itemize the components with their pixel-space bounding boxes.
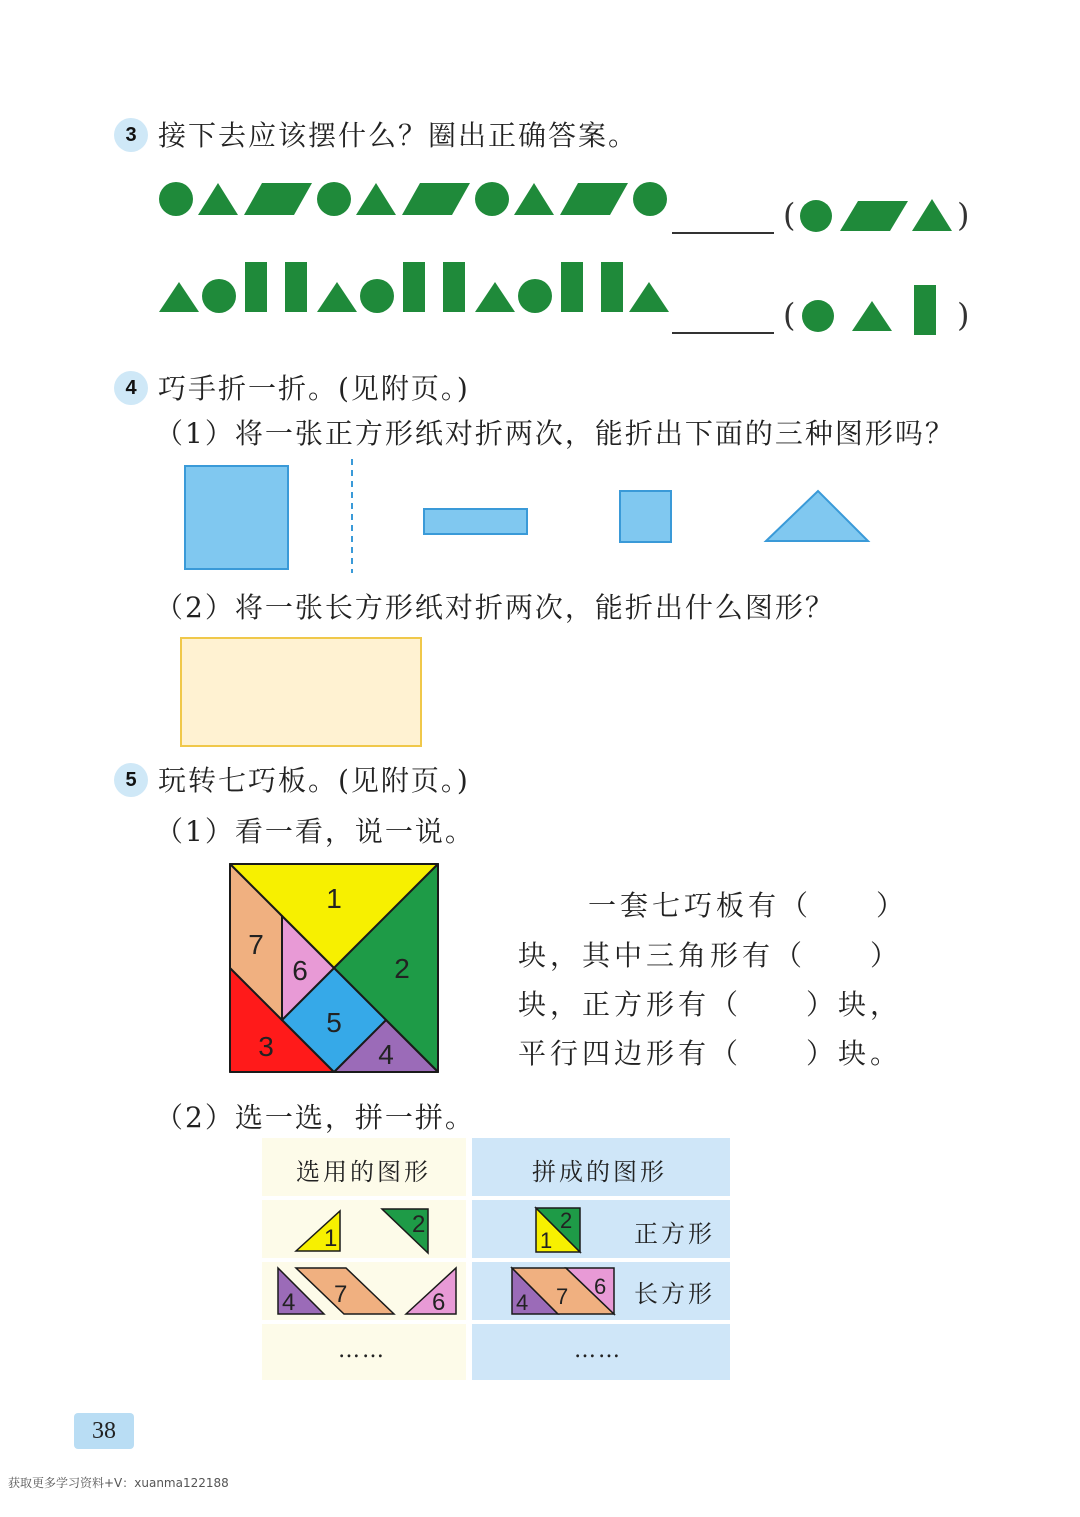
circle-shape <box>633 182 667 216</box>
tangram-label-3: 3 <box>258 1031 274 1062</box>
question-number-5: 5 <box>114 763 148 797</box>
tangram-table <box>262 1138 730 1380</box>
pattern-row-2 <box>155 258 675 318</box>
square-paper <box>185 466 288 569</box>
piece-6-small <box>406 1268 456 1314</box>
svg-text:2: 2 <box>560 1208 573 1233</box>
triangle-shape <box>198 183 238 215</box>
triangle-shape <box>475 282 515 312</box>
bar-shape <box>601 262 623 312</box>
circle-shape <box>360 279 394 313</box>
option-circle <box>800 200 832 232</box>
open-paren: ( <box>783 296 796 334</box>
tangram-question-line-1: 一套七巧板有（ ） <box>588 889 909 922</box>
parallelogram-shape <box>402 183 470 215</box>
bar-shape <box>443 262 465 312</box>
close-paren: ) <box>957 196 970 234</box>
svg-text:1: 1 <box>540 1228 553 1253</box>
piece-label-1: 1 <box>324 1225 338 1252</box>
tangram-question-line-3: 块，正方形有（ ）块， <box>518 988 903 1021</box>
tangram-label-7: 7 <box>248 929 264 960</box>
svg-text:7: 7 <box>556 1284 569 1309</box>
question-5-sub2: （2）选一选，拼一拼。 <box>155 1101 475 1134</box>
row2-result-rectangle <box>510 1264 618 1318</box>
tangram-question-line-2: 块，其中三角形有（ ） <box>518 939 903 972</box>
bar-shape <box>403 262 425 312</box>
tangram-label-2: 2 <box>394 953 410 984</box>
question-number-3: 3 <box>114 118 148 152</box>
svg-text:6: 6 <box>432 1289 446 1316</box>
question-5-text: 玩转七巧板。(见附页。) <box>158 764 470 797</box>
tangram-label-5: 5 <box>326 1007 342 1038</box>
option-parallelogram <box>840 201 908 231</box>
svg-text:4: 4 <box>516 1290 529 1315</box>
row2-selected-pieces <box>276 1264 462 1318</box>
fold-shapes <box>180 455 880 575</box>
triangle-shape <box>159 282 199 312</box>
tangram-square <box>228 862 442 1076</box>
options-row-1[interactable] <box>796 195 956 237</box>
option-triangle <box>912 199 952 231</box>
option-triangle <box>852 301 892 331</box>
row1-selected-pieces <box>292 1204 462 1256</box>
parallelogram-shape <box>244 183 312 215</box>
close-paren: ) <box>957 296 970 334</box>
question-number-4: 4 <box>114 371 148 405</box>
open-paren: ( <box>783 196 796 234</box>
circle-shape <box>518 279 552 313</box>
folded-square <box>620 491 671 542</box>
question-3-text: 接下去应该摆什么？圈出正确答案。 <box>158 119 639 152</box>
table-header-right-label: 拼成的图形 <box>532 1158 667 1186</box>
left-ellipsis: …… <box>338 1338 386 1363</box>
page-number: 38 <box>74 1413 134 1449</box>
option-circle <box>802 300 834 332</box>
circle-shape <box>317 182 351 216</box>
circle-shape <box>475 182 509 216</box>
footer-watermark: 获取更多学习资料+V：xuanma122188 <box>8 1476 229 1490</box>
tangram-label-6: 6 <box>292 955 308 986</box>
question-4-text: 巧手折一折。(见附页。) <box>158 372 470 405</box>
circle-shape <box>202 279 236 313</box>
triangle-shape <box>629 282 669 312</box>
svg-text:7: 7 <box>334 1281 348 1308</box>
answer-blank-row-1[interactable] <box>672 232 774 234</box>
svg-text:4: 4 <box>282 1289 296 1316</box>
rectangle-paper <box>178 635 426 749</box>
row1-result-square <box>534 1206 586 1254</box>
right-ellipsis: …… <box>574 1338 622 1363</box>
triangle-shape <box>514 183 554 215</box>
question-5-sub1: （1）看一看，说一说。 <box>155 815 475 848</box>
folded-rectangle <box>424 509 527 534</box>
folded-triangle <box>766 491 868 541</box>
table-header-left-label: 选用的图形 <box>296 1158 431 1186</box>
tangram-label-4: 4 <box>378 1039 394 1070</box>
parallelogram-shape <box>560 183 628 215</box>
option-bar <box>914 285 936 335</box>
row1-result-label: 正方形 <box>634 1220 715 1248</box>
question-4-sub2: （2）将一张长方形纸对折两次，能折出什么图形？ <box>155 591 835 624</box>
triangle-shape <box>356 183 396 215</box>
question-4-sub1: （1）将一张正方形纸对折两次，能折出下面的三种图形吗？ <box>155 417 955 450</box>
bar-shape <box>285 262 307 312</box>
tangram-label-1: 1 <box>326 883 342 914</box>
options-row-2[interactable] <box>796 283 956 337</box>
tangram-question-line-4: 平行四边形有（ ）块。 <box>518 1037 903 1070</box>
row2-result-label: 长方形 <box>634 1280 715 1308</box>
triangle-shape <box>317 282 357 312</box>
circle-shape <box>159 182 193 216</box>
bar-shape <box>561 262 583 312</box>
piece-label-2: 2 <box>412 1211 426 1238</box>
pattern-row-1 <box>150 175 680 225</box>
answer-blank-row-2[interactable] <box>672 332 774 334</box>
svg-text:6: 6 <box>594 1274 607 1299</box>
bar-shape <box>245 262 267 312</box>
